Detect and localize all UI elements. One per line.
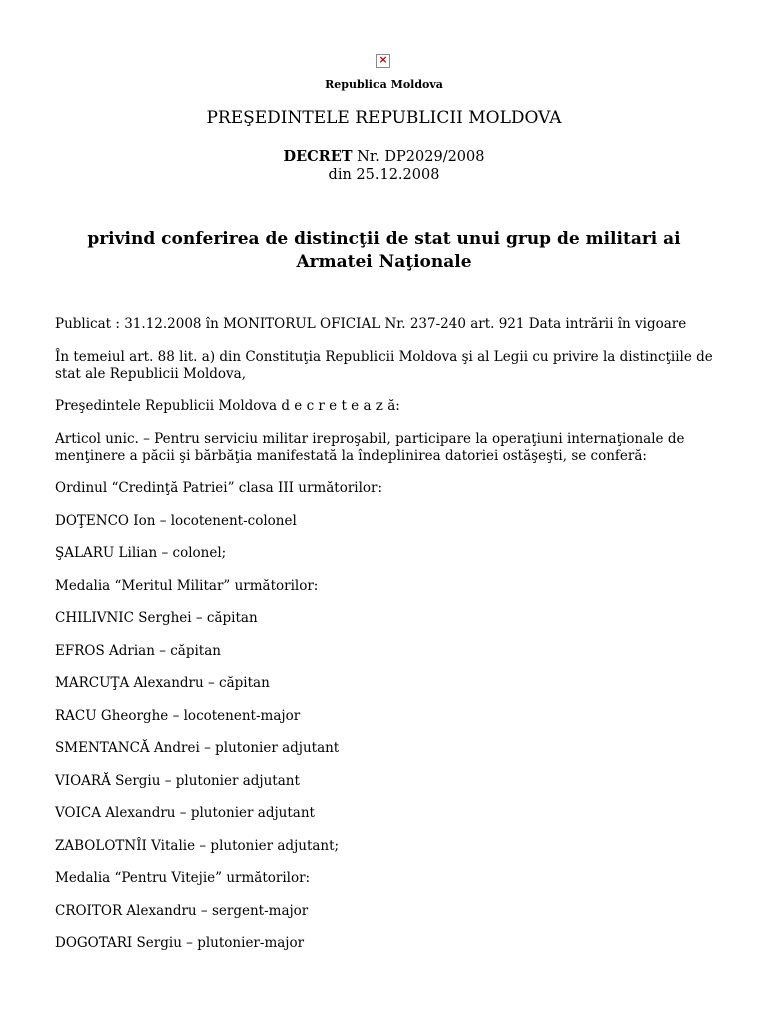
- issuing-office: PREŞEDINTELE REPUBLICII MOLDOVA: [206, 108, 562, 128]
- broken-image-icon: ×: [376, 54, 390, 68]
- recipient-item: MARCUŢA Alexandru – căpitan: [55, 675, 270, 691]
- award-heading: Medalia “Meritul Militar” următorilor:: [55, 577, 319, 594]
- document-title: privind conferirea de distincţii de stat unui grup de militari ai Armatei Naţionale: [87, 229, 681, 272]
- decree-statement: Preşedintele Republicii Moldova d e c r e t e a z ă:: [55, 398, 400, 414]
- recipient-item: VIOARĂ Sergiu – plutonier adjutant: [55, 772, 300, 789]
- decree-date: din 25.12.2008: [328, 167, 440, 183]
- document-body: [55, 316, 715, 968]
- award-heading: Ordinul “Credinţă Patriei” clasa III următorilor:: [55, 480, 383, 496]
- recipient-item: ZABOLOTNÎI Vitalie – plutonier adjutant;: [55, 837, 340, 854]
- publication-note: Publicat : 31.12.2008 în MONITORUL OFICIAL Nr. 237-240 art. 921 Data intrării în vigoare: [55, 316, 687, 332]
- country-name: Republica Moldova: [325, 78, 443, 91]
- recipient-item: RACU Gheorghe – locotenent-major: [55, 707, 301, 724]
- decree-number: Nr. DP2029/2008: [357, 149, 485, 165]
- legal-basis: În temeiul art. 88 lit. a) din Constituţia Republicii Moldova şi al Legii cu privire la distincţiile de stat ale Republicii Moldova,: [55, 348, 713, 382]
- decree-label: DECRET: [283, 148, 353, 165]
- recipient-item: DOGOTARI Sergiu – plutonier-major: [55, 935, 305, 951]
- recipient-item: CHILIVNIC Serghei – căpitan: [55, 610, 258, 626]
- recipient-item: CROITOR Alexandru – sergent-major: [55, 902, 309, 919]
- recipient-item: SMENTANCĂ Andrei – plutonier adjutant: [55, 740, 340, 756]
- recipient-item: DOŢENCO Ion – locotenent-colonel: [55, 512, 297, 529]
- article-text: Articol unic. – Pentru serviciu militar ireproşabil, participare la operaţiuni internaţionale de menţinere a păcii şi bărbăţia manifestată la îndeplinirea datoriei ostăşeşti, se conferă:: [55, 430, 685, 464]
- award-heading: Medalia “Pentru Vitejie” următorilor:: [55, 870, 311, 886]
- recipient-item: EFROS Adrian – căpitan: [55, 642, 221, 659]
- recipient-item: ŞALARU Lilian – colonel;: [55, 545, 227, 561]
- recipient-item: VOICA Alexandru – plutonier adjutant: [55, 805, 315, 821]
- decree-number-line: [0, 147, 768, 167]
